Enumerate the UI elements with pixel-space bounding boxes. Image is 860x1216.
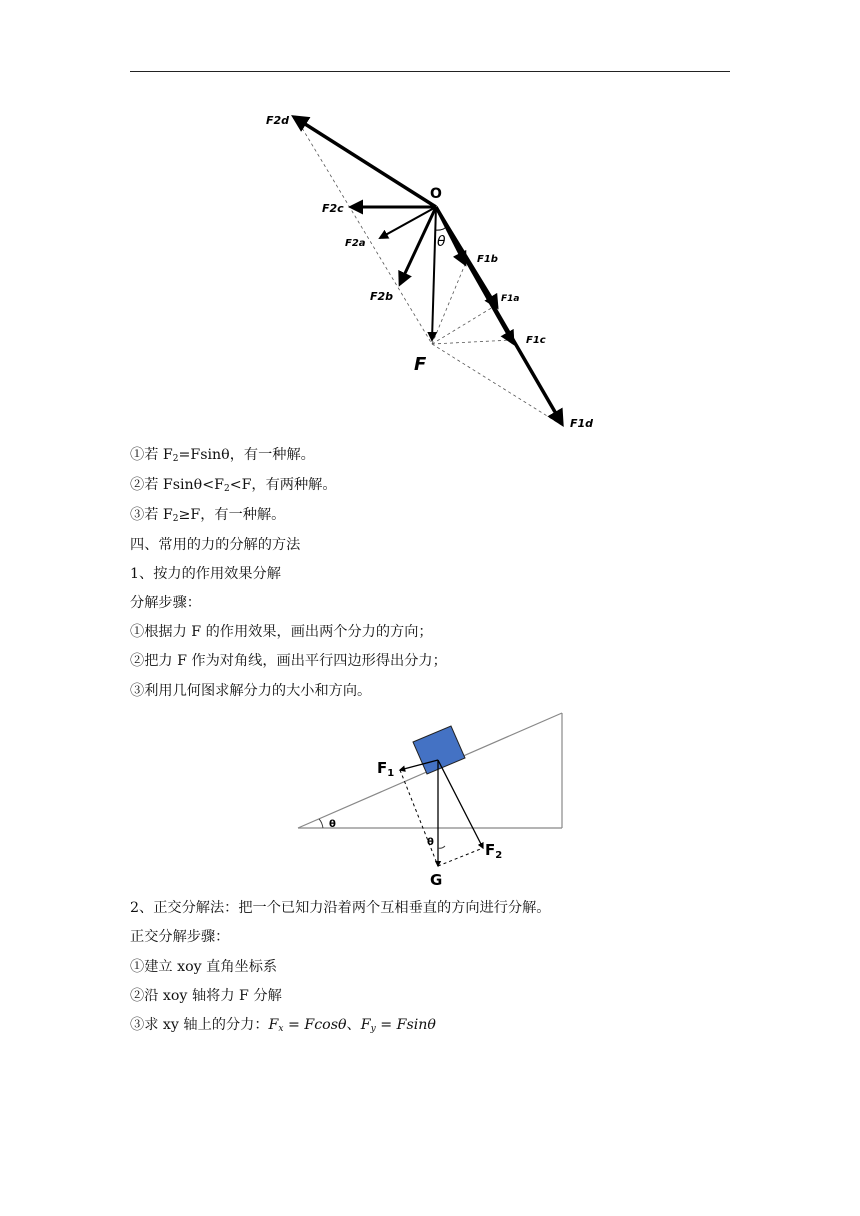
arrow-f2d xyxy=(294,117,436,207)
label-f2b: F2b xyxy=(370,290,394,303)
method2-step-1: ①建立 xoy 直角坐标系 xyxy=(130,959,278,975)
method2-step-2: ②沿 xoy 轴将力 F 分解 xyxy=(130,988,282,1004)
method1-step-1: ①根据力 F 的作用效果，画出两个分力的方向； xyxy=(130,624,433,640)
fy-formula: $F_y = Fsin\theta$ xyxy=(360,1017,436,1034)
fx-formula: $F_x = Fcos\theta$ xyxy=(268,1017,347,1034)
arrow-f2b xyxy=(400,207,436,284)
label-f1a: F1a xyxy=(501,294,520,304)
method2-steps-heading: 正交分解步骤： xyxy=(130,929,230,945)
force-angle-arc xyxy=(438,846,445,848)
incline-block-diagram xyxy=(290,705,580,895)
force-decomposition-diagram xyxy=(255,100,615,440)
label-f1c: F1c xyxy=(526,335,546,346)
label-f2: $F_2$ xyxy=(485,841,503,861)
incline-angle-arc xyxy=(319,819,323,828)
header-rule xyxy=(130,71,730,72)
case-line-2: ②若 $Fsin\theta<F_2<F$，有两种解。 xyxy=(130,477,337,494)
label-f1d: F1d xyxy=(570,417,594,430)
label-f2a: F2a xyxy=(345,238,366,249)
arrow-f xyxy=(432,207,436,340)
method1-title: 1、按力的作用效果分解 xyxy=(130,566,281,582)
method2-title: 2、正交分解法：把一个已知力沿着两个互相垂直的方向进行分解。 xyxy=(130,900,551,916)
label-theta-force: θ xyxy=(427,837,434,848)
label-f1: $F_1$ xyxy=(377,759,395,779)
label-f2c: F2c xyxy=(322,202,344,215)
method2-step-3: ③求 xy 轴上的分力：$F_x = Fcos\theta$、$F_y = Fsin\theta$ xyxy=(130,1017,436,1034)
label-f2d: F2d xyxy=(266,114,290,127)
method1-step-2: ②把力 F 作为对角线，画出平行四边形得出分力； xyxy=(130,653,447,669)
case-line-3: ③若 $F_2\ge F$，有一种解。 xyxy=(130,507,286,524)
label-f1b: F1b xyxy=(477,254,498,265)
label-g: G xyxy=(430,871,443,889)
method1-step-3: ③利用几何图求解分力的大小和方向。 xyxy=(130,683,372,699)
arrow-f1d xyxy=(436,207,562,424)
case-line-1: ①若 $F_2=Fsin\theta$，有一种解。 xyxy=(130,447,315,464)
label-o: O xyxy=(430,186,442,202)
construction-lines xyxy=(296,118,560,424)
method1-steps-heading: 分解步骤： xyxy=(130,595,201,611)
block xyxy=(413,726,465,774)
label-theta: θ xyxy=(437,234,446,250)
label-theta-incline: θ xyxy=(329,819,336,830)
label-f: F xyxy=(414,354,427,375)
arrow-f2 xyxy=(438,760,483,848)
section-title: 四、常用的力的分解的方法 xyxy=(130,537,301,553)
